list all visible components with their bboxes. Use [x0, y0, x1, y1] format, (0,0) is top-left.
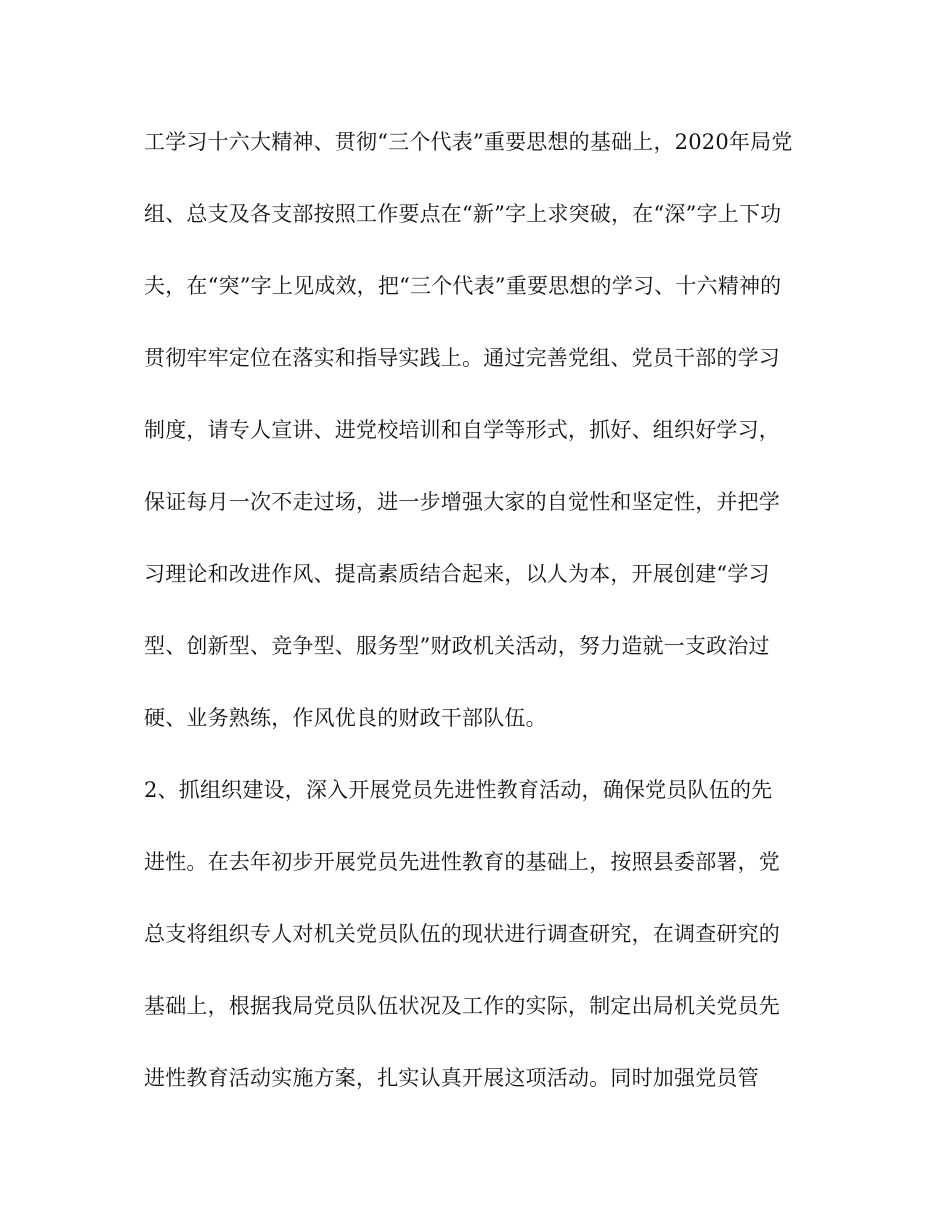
text-line: 习理论和改进作风、提高素质结合起来，以人为本，开展创建“学习 — [144, 562, 770, 586]
text-line: 工学习十六大精神、贯彻“三个代表”重要思想的基础上，2020年局党 — [144, 130, 793, 154]
text-line: 型、创新型、竞争型、服务型”财政机关活动，努力造就一支政治过 — [144, 634, 770, 658]
text-line: 夫，在“突”字上见成效，把“三个代表”重要思想的学习、十六精神的 — [144, 274, 782, 298]
text-line: 进性教育活动实施方案，扎实认真开展这项活动。同时加强党员管 — [144, 1066, 759, 1090]
text-line: 保证每月一次不走过场，进一步增强大家的自觉性和坚定性，并把学 — [144, 490, 780, 514]
text-line: 基础上，根据我局党员队伍状况及工作的实际，制定出局机关党员先 — [144, 994, 780, 1018]
text-line: 制度，请专人宣讲、进党校培训和自学等形式，抓好、组织好学习， — [144, 418, 780, 442]
text-line: 2、抓组织建设，深入开展党员先进性教育活动，确保党员队伍的先 — [144, 778, 773, 802]
text-line: 硬、业务熟练，作风优良的财政干部队伍。 — [144, 706, 547, 730]
text-line: 进性。在去年初步开展党员先进性教育的基础上，按照县委部署，党 — [144, 850, 780, 874]
text-line: 总支将组织专人对机关党员队伍的现状进行调查研究，在调查研究的 — [144, 922, 780, 946]
text-line: 组、总支及各支部按照工作要点在“新”字上求突破，在“深”字上下功 — [144, 202, 782, 226]
text-line: 贯彻牢牢定位在落实和指导实践上。通过完善党组、党员干部的学习 — [144, 346, 780, 370]
